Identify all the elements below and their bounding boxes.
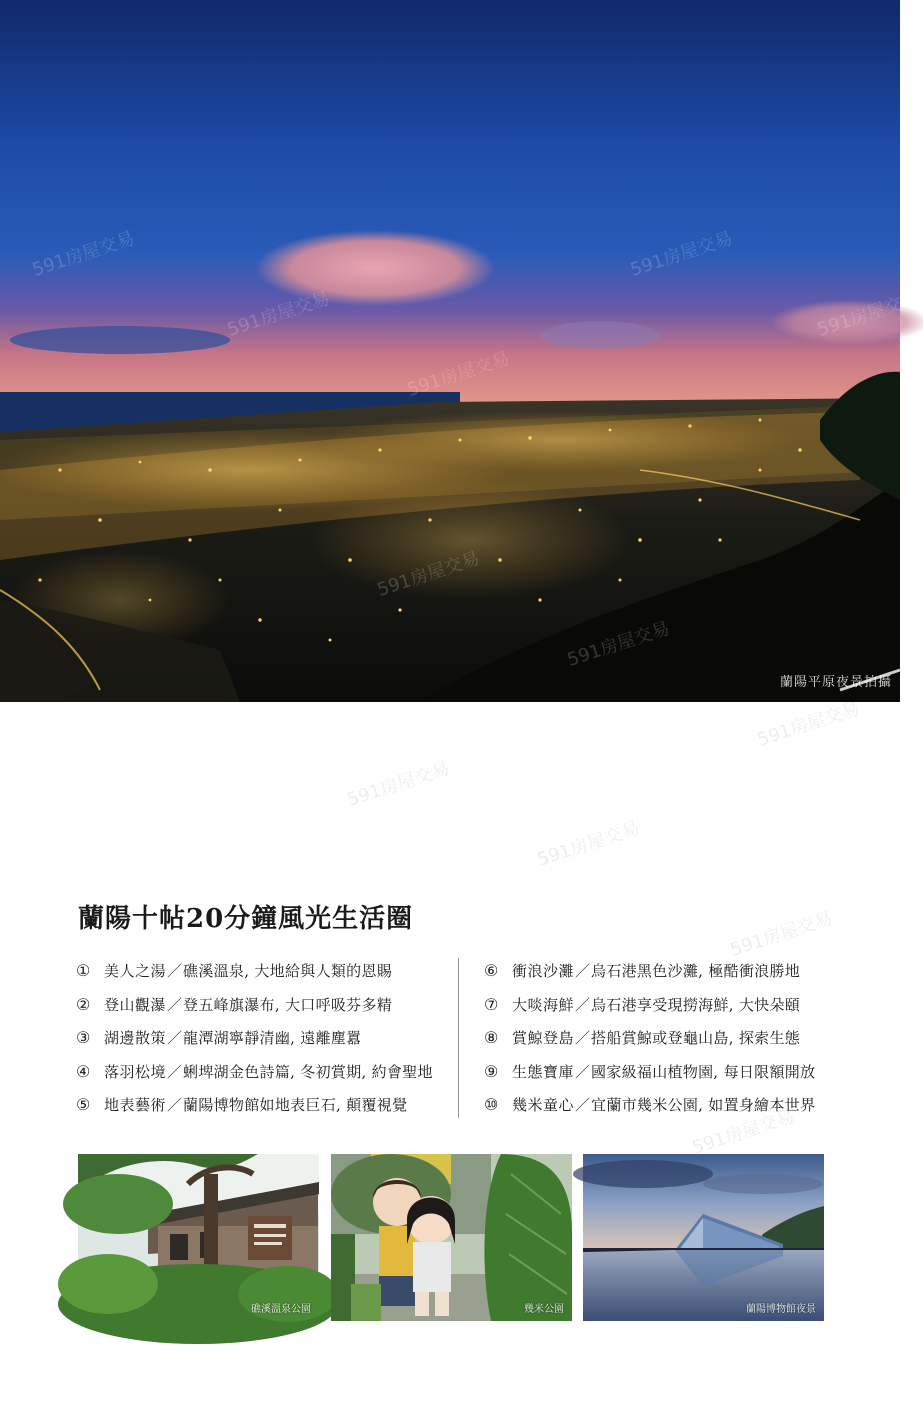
list-item [484,1025,844,1059]
item-number: ⑧ [484,1028,499,1047]
item-number: ⑦ [484,994,499,1014]
item-description: 宜蘭市幾米公園, 如置身繪本世界 [591,1096,816,1114]
item-title: 地表藝術 [104,1096,167,1114]
thumbnail-caption: 蘭陽博物館夜景 [746,1304,816,1315]
list-item [484,1092,844,1126]
item-number: ⑨ [484,1061,499,1081]
watermark: 591房屋交易 [754,698,863,751]
item-title: 大啖海鮮 [512,995,575,1014]
item-number: ⑥ [484,961,499,980]
item-title: 賞鯨登島 [512,1029,575,1047]
list-item [484,992,844,1026]
attraction-list-right [484,958,844,1126]
list-item [76,1025,446,1059]
watermark: 591房屋交易 [727,908,836,961]
item-separator: ／ [575,995,591,1014]
item-description: 登五峰旗瀑布, 大口呼吸芬多精 [183,995,393,1014]
thumbnail-lanyang-museum [583,1154,824,1321]
item-separator: ／ [167,1029,183,1047]
item-title: 登山觀瀑 [104,995,167,1014]
hero-photo-art [0,0,900,702]
item-number: ⑤ [76,1095,91,1114]
item-description: 龍潭湖寧靜清幽, 遠離塵囂 [183,1029,362,1047]
thumbnail-art [331,1154,572,1321]
list-item [484,1059,844,1093]
item-description: 國家級福山植物園, 每日限額開放 [591,1062,816,1081]
item-description: 蜊埤湖金色詩篇, 冬初賞期, 約會聖地 [183,1062,433,1081]
item-description: 礁溪溫泉, 大地給與人類的恩賜 [183,962,393,980]
item-description: 搭船賞鯨或登龜山島, 探索生態 [591,1029,801,1047]
attraction-list-left [76,958,446,1126]
item-number: ③ [76,1028,91,1047]
item-separator: ／ [167,995,183,1014]
item-separator: ／ [167,1096,183,1114]
item-title: 美人之湯 [104,962,167,980]
list-item [76,958,446,992]
watermark: 591房屋交易 [689,1106,798,1159]
hero-photo-caption: 蘭陽平原夜景拍攝 [779,675,892,690]
item-title: 生態寶庫 [512,1062,575,1081]
thumbnail-hot-spring-park [78,1154,319,1321]
item-separator: ／ [575,962,591,980]
list-item [76,1092,446,1126]
list-item [76,1059,446,1093]
item-title: 幾米童心 [512,1096,575,1114]
item-description: 蘭陽博物館如地表巨石, 顛覆視覺 [183,1096,408,1114]
item-separator: ／ [575,1029,591,1047]
item-separator: ／ [575,1062,591,1081]
thumbnail-art [78,1154,319,1321]
list-divider [458,958,459,1118]
item-number: ② [76,994,91,1014]
item-separator: ／ [575,1096,591,1114]
list-item [484,958,844,992]
thumbnail-jimmy-park [331,1154,572,1321]
item-title: 落羽松境 [104,1062,167,1081]
thumbnail-caption: 礁溪溫泉公園 [251,1304,311,1315]
item-number: ⑩ [484,1095,499,1114]
item-title: 湖邊散策 [104,1029,167,1047]
item-title: 衝浪沙灘 [512,962,575,980]
item-number: ④ [76,1061,91,1081]
item-separator: ／ [167,1062,183,1081]
section-title: 蘭陽十帖20分鐘風光生活圈 [78,904,414,934]
list-item [76,992,446,1026]
item-description: 烏石港享受現撈海鮮, 大快朵頤 [591,995,801,1014]
hero-night-view-photo [0,0,900,702]
watermark: 591房屋交易 [344,758,453,811]
thumbnail-art [583,1154,824,1321]
watermark: 591房屋交易 [534,818,643,871]
item-number: ① [76,961,91,980]
thumbnail-caption: 幾米公園 [524,1304,564,1315]
item-separator: ／ [167,962,183,980]
item-description: 烏石港黑色沙灘, 極酷衝浪勝地 [591,962,801,980]
